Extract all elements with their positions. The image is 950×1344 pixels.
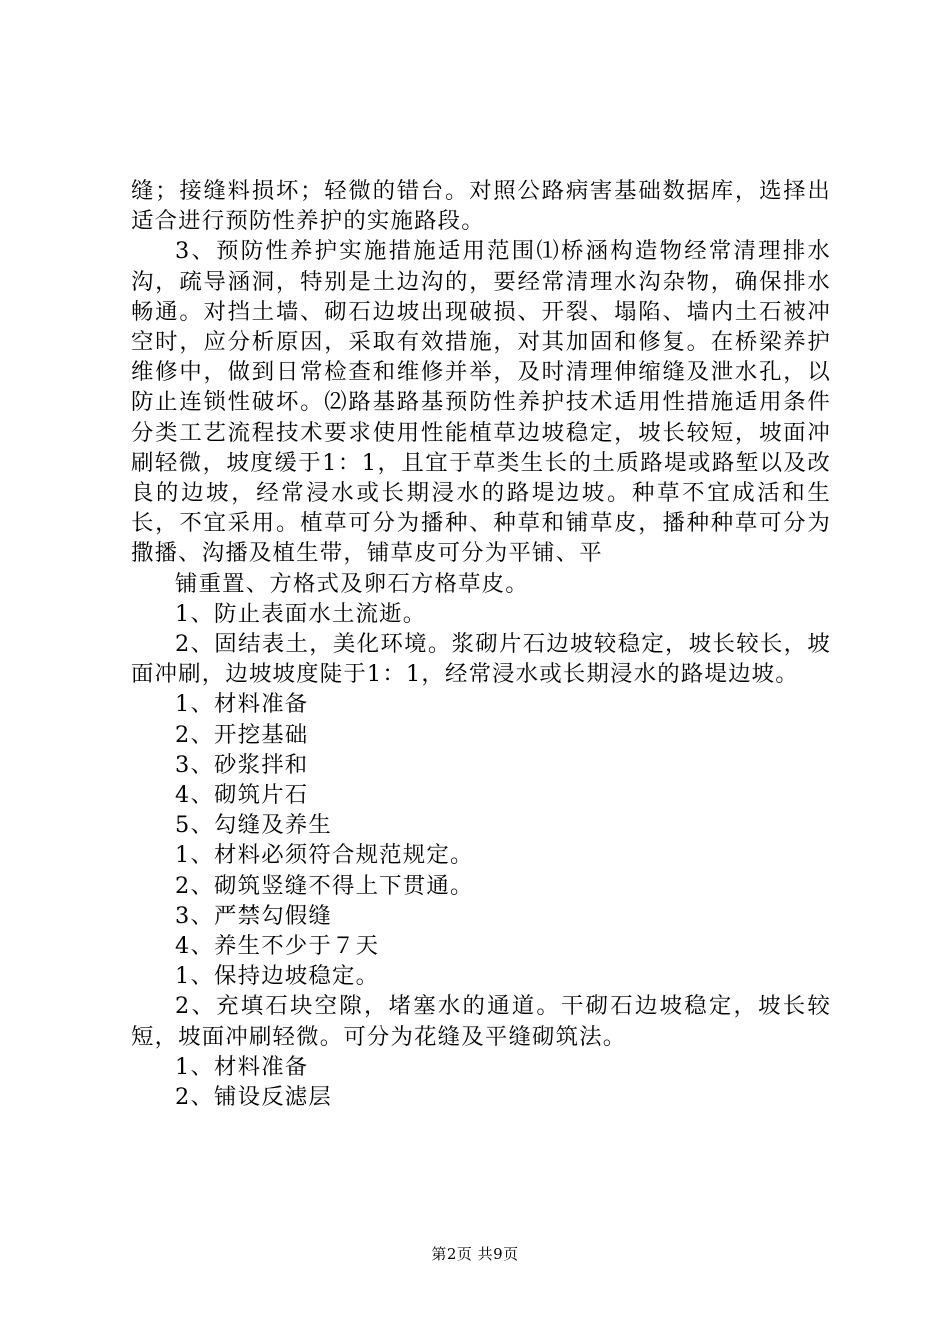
- document-body: [131, 176, 831, 1112]
- paragraph-10: 1、材料必须符合规范规定。: [175, 842, 474, 869]
- page-footer: 第2页 共9页: [431, 1245, 519, 1263]
- paragraph-16: 1、材料准备: [175, 1053, 309, 1080]
- paragraph-3: 1、防止表面水土流逝。: [175, 600, 427, 627]
- paragraph-4: 2、固结表土，美化环境。浆砌片石边坡较稳定，坡长较长，坡面冲刷，边坡坡度陡于1：1，经常浸水或长期浸水的路堤边坡。: [131, 631, 831, 688]
- paragraph-2: 铺重置、方格式及卵石方格草皮。: [175, 570, 529, 597]
- paragraph-12: 3、严禁勾假缝: [175, 902, 332, 929]
- paragraph-6: 2、开挖基础: [175, 721, 309, 748]
- paragraph-14: 1、保持边坡稳定。: [175, 963, 380, 990]
- paragraph-1: 3、预防性养护实施措施适用范围⑴桥涵构造物经常清理排水沟，疏导涵洞，特别是土边沟的，要经常清理水沟杂物，确保排水畅通。对挡土墙、砌石边坡出现破损、开裂、塌陷、墙内土石被冲空时，应分析原因，采取有效措施，对其加固和修复。在桥梁养护维修中，做到日常检查和维修并举，及时清理伸缩缝及泄水孔，以防止连锁性破坏。⑵路基路基预防性养护技术适用性措施适用条件分类工艺流程技术要求使用性能植草边坡稳定，坡长较短，坡面冲刷轻微，坡度缓于1：1，且宜于草类生长的土质路堤或路堑以及改良的边坡，经常浸水或长期浸水的路堤边坡。种草不宜成活和生长，不宜采用。植草可分为播种、种草和铺草皮，播种种草可分为撒播、沟播及植生带，铺草皮可分为平铺、平: [131, 238, 831, 567]
- paragraph-13: 4、养生不少于７天: [175, 933, 380, 960]
- paragraph-11: 2、砌筑竖缝不得上下贯通。: [175, 872, 474, 899]
- paragraph-5: 1、材料准备: [175, 691, 309, 718]
- paragraph-0: 缝；接缝料损坏；轻微的错台。对照公路病害基础数据库，选择出适合进行预防性养护的实施路段。: [131, 178, 831, 235]
- paragraph-9: 5、勾缝及养生: [175, 812, 332, 839]
- paragraph-17: 2、铺设反滤层: [175, 1084, 332, 1111]
- paragraph-15: 2、充填石块空隙，堵塞水的通道。干砌石边坡稳定，坡长较短，坡面冲刷轻微。可分为花缝及平缝砌筑法。: [131, 993, 831, 1050]
- paragraph-8: 4、砌筑片石: [175, 782, 309, 809]
- paragraph-7: 3、砂浆拌和: [175, 751, 309, 778]
